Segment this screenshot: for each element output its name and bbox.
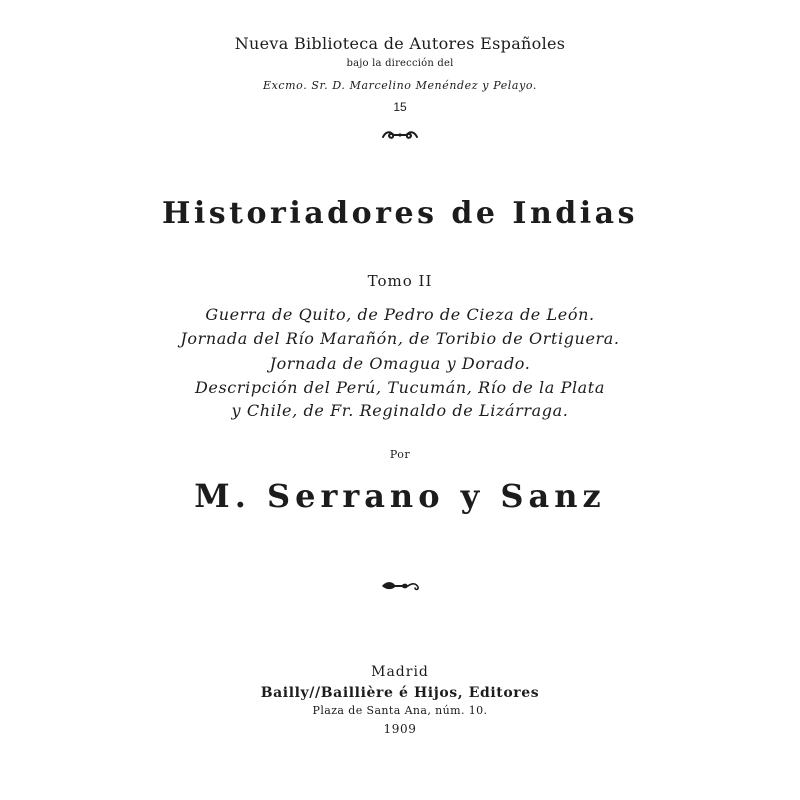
contents-line: Jornada de Omagua y Dorado.: [269, 354, 531, 373]
series-number: 15: [393, 100, 407, 114]
series-subtitle: bajo la dirección del: [346, 58, 454, 69]
fleuron-ornament-icon: [0, 577, 800, 595]
fleuron-ornament-icon: [0, 126, 800, 144]
imprint-address: Plaza de Santa Ana, núm. 10.: [312, 704, 488, 717]
series-title: Nueva Biblioteca de Autores Españoles: [234, 34, 566, 53]
contents-line: Guerra de Quito, de Pedro de Cieza de León.: [205, 305, 595, 324]
series-director: Excmo. Sr. D. Marcelino Menéndez y Pelayo.: [262, 79, 538, 92]
contents-line: Descripción del Perú, Tucumán, Río de la Plata: [195, 378, 605, 397]
volume-label: Tomo II: [367, 272, 433, 290]
author-name: M. Serrano y Sanz: [194, 477, 606, 515]
contents-line: y Chile, de Fr. Reginaldo de Lizárraga.: [231, 401, 569, 420]
imprint-publisher: Bailly//Baillière é Hijos, Editores: [260, 685, 540, 701]
by-label: Por: [389, 448, 411, 461]
book-title: Historiadores de Indias: [162, 196, 638, 231]
contents-line: Jornada del Río Marañón, de Toribio de Ortiguera.: [180, 329, 620, 348]
imprint-place: Madrid: [371, 664, 429, 680]
imprint-year: 1909: [383, 722, 417, 736]
